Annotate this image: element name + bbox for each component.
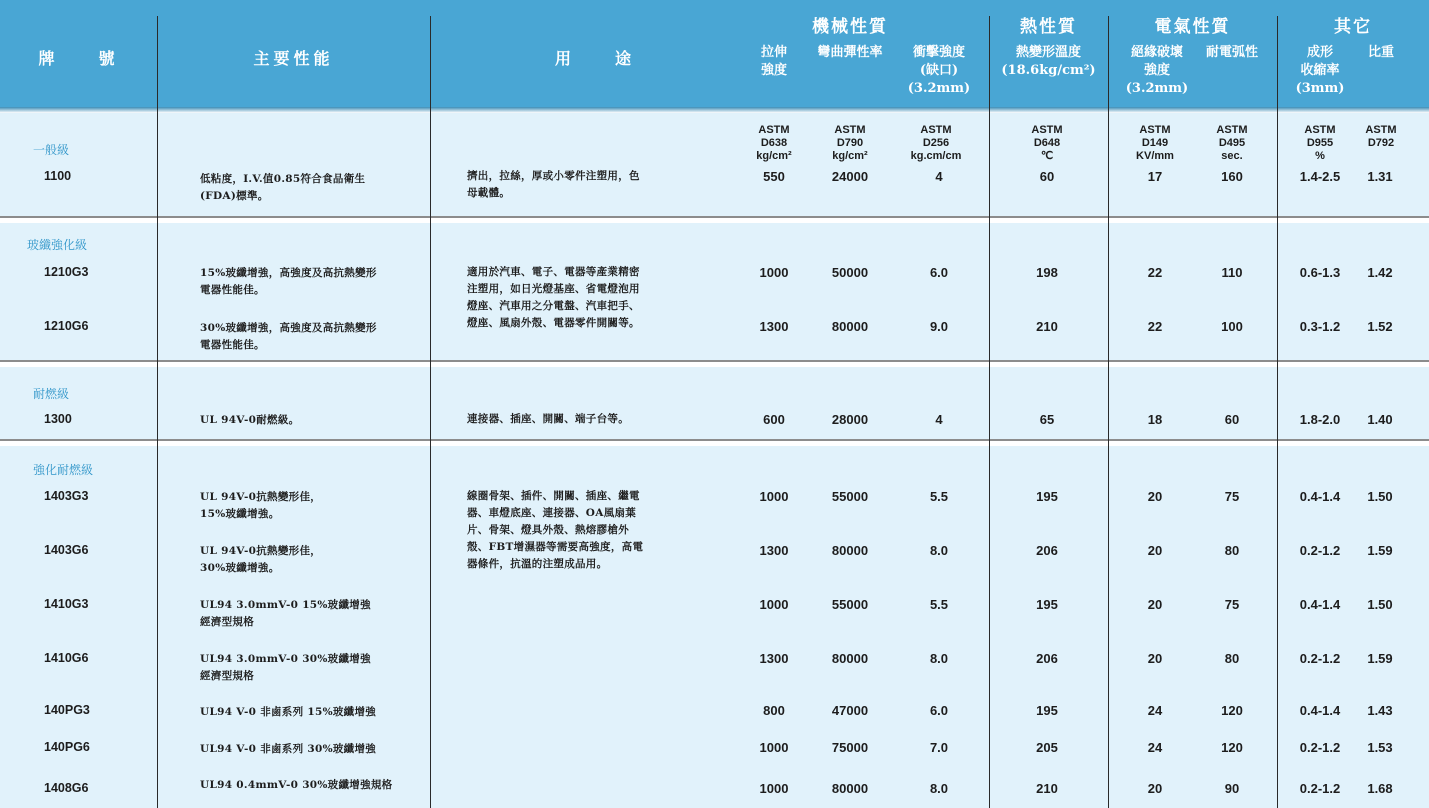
grade-code: 140PG3 (44, 703, 90, 717)
main-properties-line: UL 94V-0抗熱變形佳， (200, 491, 322, 503)
property-value: 1000 (759, 265, 789, 280)
main-properties-line: UL 94V-0抗熱變形佳， (200, 545, 322, 557)
section-divider (0, 216, 1429, 218)
property-value: 8.0 (929, 651, 949, 666)
column-divider (1108, 16, 1109, 808)
main-properties-line: 30%玻纖增強。 (200, 562, 280, 574)
property-value: 205 (1036, 740, 1058, 755)
property-value: 600 (763, 412, 785, 427)
property-value: 20 (1147, 781, 1163, 796)
specific-gravity-standard: ASTM D792 (1365, 124, 1397, 149)
shrinkage-standard: ASTM D955 % (1304, 124, 1336, 162)
property-value: 1.40 (1367, 412, 1393, 427)
specific-gravity-header: 比重 (1367, 45, 1394, 60)
property-value: 8.0 (929, 543, 949, 558)
property-value: 1300 (759, 319, 789, 334)
property-value: 18 (1147, 412, 1163, 427)
main-properties-line: 經濟型規格 (200, 670, 254, 682)
property-value: 4 (935, 169, 943, 184)
category-flame-retardant: 耐燃級 (33, 387, 70, 401)
usage-header: 用 途 (554, 49, 635, 68)
property-value: 1000 (759, 740, 789, 755)
usage-general: 擠出，拉絲，厚或小零件注塑用，色 母載體。 (467, 170, 640, 199)
main-properties-text (200, 651, 371, 685)
property-value: 0.3-1.2 (1299, 319, 1341, 334)
property-value: 17 (1147, 169, 1163, 184)
grade-code: 1210G3 (44, 265, 89, 279)
property-value: 20 (1147, 543, 1163, 558)
property-value: 9.0 (929, 319, 949, 334)
property-value: 1000 (759, 597, 789, 612)
dielectric-header: 絕緣破壞 強度 (3.2mm) (1125, 45, 1189, 96)
property-value: 80 (1224, 543, 1240, 558)
thermal-group-header: 熱性質 (1020, 17, 1077, 37)
grade-code: 1408G6 (44, 781, 89, 795)
property-value: 0.4-1.4 (1299, 489, 1341, 504)
property-value: 0.2-1.2 (1299, 543, 1341, 558)
property-value: 6.0 (929, 265, 949, 280)
main-properties-line: UL 94V-0耐燃級。 (200, 414, 300, 426)
column-divider (430, 16, 431, 808)
main-properties-text (200, 171, 365, 205)
property-value: 0.2-1.2 (1299, 781, 1341, 796)
property-value: 1.50 (1367, 489, 1393, 504)
grade-code: 1300 (44, 412, 72, 426)
property-value: 20 (1147, 597, 1163, 612)
main-properties-line: 30%玻纖增強，高強度及高抗熱變形 (200, 322, 377, 334)
main-properties-line: UL94 V-0 非鹵系列 15%玻纖增強 (200, 706, 377, 718)
property-value: 0.4-1.4 (1299, 597, 1341, 612)
property-value: 0.2-1.2 (1299, 651, 1341, 666)
property-value: 210 (1036, 319, 1058, 334)
main-properties-line: UL94 3.0mmV-0 30%玻纖增強 (200, 653, 371, 665)
property-value: 1300 (759, 543, 789, 558)
shrinkage-header: 成形 收縮率 (3mm) (1295, 45, 1345, 96)
property-value: 1.50 (1367, 597, 1393, 612)
property-value: 5.5 (929, 597, 949, 612)
property-value: 160 (1221, 169, 1243, 184)
electrical-group-header: 電氣性質 (1154, 17, 1231, 37)
property-value: 110 (1221, 265, 1243, 280)
usage-reinforced-flame-retardant: 線圈骨架、插件、開關、插座、繼電 器、車燈底座、連接器、OA風扇葉 片、骨架、燈具外殼、熱熔膠槍外 殼、FBT增濕器等需要高強度，高電 器條件，抗溫的注塑成品用。 (467, 490, 644, 570)
property-value: 1.59 (1367, 543, 1393, 558)
dielectric-standard: ASTM D149 KV/mm (1136, 124, 1174, 162)
property-value: 1.42 (1367, 265, 1393, 280)
main-properties-text (200, 597, 371, 631)
property-value: 0.4-1.4 (1299, 703, 1341, 718)
main-properties-text (200, 741, 376, 758)
property-value: 8.0 (929, 781, 949, 796)
main-properties-line: (FDA)標準。 (200, 190, 269, 202)
property-value: 50000 (831, 265, 869, 280)
property-value: 0.2-1.2 (1299, 740, 1341, 755)
grade-code: 140PG6 (44, 740, 90, 754)
property-value: 28000 (831, 412, 869, 427)
property-value: 1000 (759, 781, 789, 796)
main-properties-line: 經濟型規格 (200, 616, 254, 628)
grade-code: 1403G3 (44, 489, 89, 503)
property-value: 24 (1147, 740, 1163, 755)
property-value: 1.31 (1367, 169, 1393, 184)
main-properties-line: UL94 V-0 非鹵系列 30%玻纖增強 (200, 743, 377, 755)
arc-standard: ASTM D495 sec. (1216, 124, 1248, 162)
property-value: 1.59 (1367, 651, 1393, 666)
section-divider (0, 439, 1429, 441)
category-reinforced-flame-retardant: 強化耐燃級 (33, 463, 94, 477)
property-value: 20 (1147, 489, 1163, 504)
property-value: 100 (1221, 319, 1243, 334)
property-value: 80000 (831, 319, 869, 334)
property-value: 80000 (831, 781, 869, 796)
flexural-standard: ASTM D790 kg/cm² (832, 124, 868, 162)
property-value: 195 (1036, 489, 1058, 504)
category-general: 一般級 (33, 143, 70, 157)
property-value: 55000 (831, 597, 869, 612)
main-properties-line: UL94 0.4mmV-0 30%玻纖增強規格 (200, 779, 393, 791)
other-group-header: 其它 (1334, 17, 1372, 37)
main-properties-line: 電器性能佳。 (200, 284, 265, 296)
hdt-standard: ASTM D648 ℃ (1031, 124, 1063, 162)
property-value: 1.53 (1367, 740, 1393, 755)
property-value: 800 (763, 703, 785, 718)
main-properties-line: 低粘度，I.V.值0.85符合食品衛生 (200, 173, 366, 185)
main-properties-text (200, 412, 299, 429)
main-properties-line: 15%玻纖增強。 (200, 508, 280, 520)
property-value: 24000 (831, 169, 869, 184)
property-value: 198 (1036, 265, 1058, 280)
property-value: 47000 (831, 703, 869, 718)
arc-header: 耐電弧性 (1205, 45, 1258, 60)
main-properties-text (200, 777, 393, 794)
property-value: 4 (935, 412, 943, 427)
property-value: 80 (1224, 651, 1240, 666)
property-value: 7.0 (929, 740, 949, 755)
main-properties-text (200, 265, 377, 299)
category-glass-reinforced: 玻纖強化級 (27, 238, 88, 252)
property-value: 80000 (831, 543, 869, 558)
main-properties-header: 主要性能 (253, 49, 334, 68)
section-divider (0, 360, 1429, 362)
grade-column-header: 牌 號 (38, 49, 119, 68)
property-value: 20 (1147, 651, 1163, 666)
grade-code: 1210G6 (44, 319, 89, 333)
property-value: 195 (1036, 597, 1058, 612)
property-value: 60 (1039, 169, 1055, 184)
grade-code: 1100 (44, 169, 72, 183)
main-properties-text (200, 704, 376, 721)
property-value: 60 (1224, 412, 1240, 427)
property-value: 120 (1221, 740, 1243, 755)
impact-standard: ASTM D256 kg.cm/cm (910, 124, 962, 162)
property-value: 55000 (831, 489, 869, 504)
property-value: 90 (1224, 781, 1240, 796)
property-value: 80000 (831, 651, 869, 666)
main-properties-line: UL94 3.0mmV-0 15%玻纖增強 (200, 599, 371, 611)
property-value: 120 (1221, 703, 1243, 718)
tensile-header: 拉伸 強度 (760, 45, 787, 78)
property-value: 195 (1036, 703, 1058, 718)
property-value: 1000 (759, 489, 789, 504)
property-value: 1.4-2.5 (1299, 169, 1341, 184)
property-value: 550 (763, 169, 785, 184)
usage-glass-reinforced: 適用於汽車、電子、電器等產業精密 注塑用，如日光燈基座、省電燈泡用 燈座、汽車用之分電盤、汽車把手、 燈座、風扇外殼、電器零件開關等。 (467, 266, 640, 329)
flexural-header: 彎曲彈性率 (817, 45, 883, 60)
main-properties-text (200, 543, 321, 577)
property-value: 75 (1224, 597, 1240, 612)
property-value: 206 (1036, 651, 1058, 666)
property-value: 22 (1147, 265, 1163, 280)
property-value: 0.6-1.3 (1299, 265, 1341, 280)
grade-code: 1410G3 (44, 597, 89, 611)
hdt-header: 熱變形溫度 (18.6kg/cm²) (1001, 45, 1096, 78)
main-properties-text (200, 320, 377, 354)
property-value: 206 (1036, 543, 1058, 558)
grade-code: 1403G6 (44, 543, 89, 557)
property-value: 5.5 (929, 489, 949, 504)
property-value: 24 (1147, 703, 1163, 718)
main-properties-line: 電器性能佳。 (200, 339, 265, 351)
tensile-standard: ASTM D638 kg/cm² (756, 124, 792, 162)
main-properties-text (200, 489, 321, 523)
property-value: 1.43 (1367, 703, 1393, 718)
property-value: 75 (1224, 489, 1240, 504)
property-value: 1.52 (1367, 319, 1393, 334)
property-value: 75000 (831, 740, 869, 755)
property-value: 1300 (759, 651, 789, 666)
property-value: 1.8-2.0 (1299, 412, 1341, 427)
usage-flame-retardant: 連接器、插座、開關、端子台等。 (467, 413, 629, 425)
property-value: 65 (1039, 412, 1055, 427)
property-value: 22 (1147, 319, 1163, 334)
property-value: 210 (1036, 781, 1058, 796)
main-properties-line: 15%玻纖增強，高強度及高抗熱變形 (200, 267, 377, 279)
column-divider (989, 16, 990, 808)
property-value: 1.68 (1367, 781, 1393, 796)
grade-code: 1410G6 (44, 651, 89, 665)
column-divider (157, 16, 158, 808)
mechanical-group-header: 機械性質 (812, 17, 888, 37)
property-value: 6.0 (929, 703, 949, 718)
impact-header: 衝擊強度 (缺口) (3.2mm) (907, 45, 971, 96)
